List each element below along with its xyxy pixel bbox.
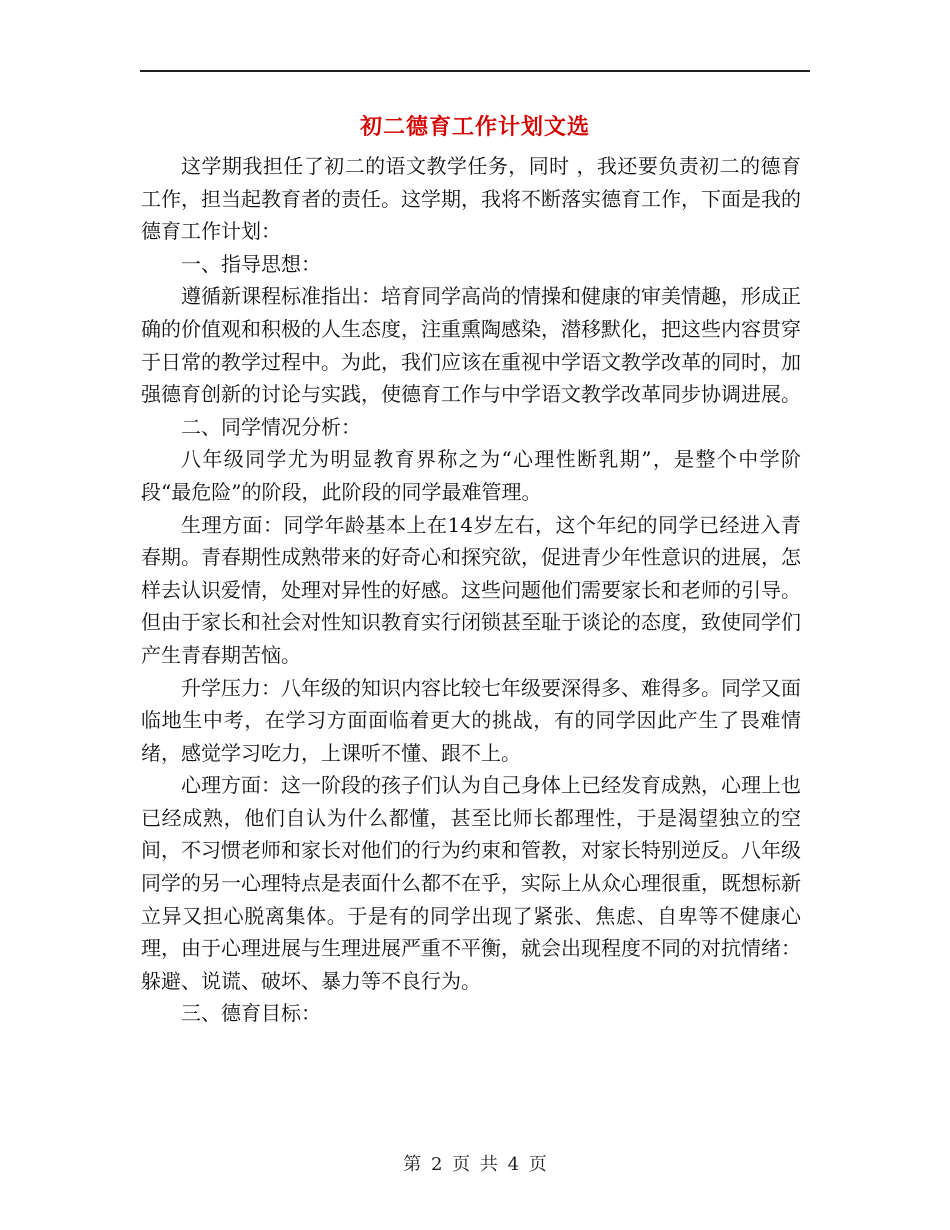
footer-prefix: 第 xyxy=(403,1154,422,1175)
psychology-paragraph: 心理方面：这一阶段的孩子们认为自己身体上已经发育成熟，心理上也已经成熟，他们自认为什么都懂，甚至比师长都理性，于是渴望独立的空间，不习惯老师和家长对他们的行为约束和管教，对家长特别逆反。八年级同学的另一心理特点是表面什么都不在乎，实际上从众心理很重，既想标新立异又担心脱离集体。于是有的同学出现了紧张、焦虑、自卑等不健康心理，由于心理进展与生理进展严重不平衡，就会出现程度不同的对抗情绪：躲避、说谎、破坏、暴力等不良行为。 xyxy=(141,773,801,993)
physiology-paragraph: 生理方面：同学年龄基本上在14岁左右，这个年纪的同学已经进入青春期。青春期性成熟带来的好奇心和探究欲，促进青少年性意识的进展，怎样去认识爱情，处理对异性的好感。这些问题他们需要家长和老师的引导。但由于家长和社会对性知识教育实行闭锁甚至耻于谈论的态度，致使同学们产生青春期苦恼。 xyxy=(141,512,801,667)
document-body xyxy=(141,150,801,1030)
academic-pressure-paragraph: 升学压力：八年级的知识内容比较七年级要深得多、难得多。同学又面临地生中考，在学习方面面临着更大的挑战，有的同学因此产生了畏难情绪，感觉学习吃力，上课听不懂、跟不上。 xyxy=(141,675,801,765)
guiding-thought-paragraph: 遵循新课程标准指出：培育同学高尚的情操和健康的审美情趣，形成正确的价值观和积极的人生态度，注重熏陶感染，潜移默化，把这些内容贯穿于日常的教学过程中。为此，我们应该在重视中学语文教学改革的同时，加强德育创新的讨论与实践，使德育工作与中学语文教学改革同步协调进展。 xyxy=(141,284,801,407)
page-footer xyxy=(0,1153,950,1177)
document-title: 初二德育工作计划文选 xyxy=(359,114,590,140)
footer-suffix: 页 xyxy=(528,1154,547,1175)
header-rule xyxy=(140,70,810,72)
section-heading-student-analysis: 二、同学情况分析： xyxy=(181,414,361,439)
section-heading-moral-goals: 三、德育目标： xyxy=(181,1001,321,1026)
footer-total-pages: 4 xyxy=(507,1154,520,1175)
footer-page-word: 页 xyxy=(452,1154,471,1175)
section-heading-guiding-thought: 一、指导思想： xyxy=(181,251,321,276)
footer-total-prefix: 共 xyxy=(479,1154,498,1175)
footer-page-number: 2 xyxy=(430,1154,443,1175)
student-analysis-paragraph: 八年级同学尤为明显教育界称之为“心理性断乳期”，是整个中学阶段“最危险”的阶段，此阶段的同学最难管理。 xyxy=(141,447,801,504)
intro-paragraph: 这学期我担任了初二的语文教学任务，同时 ，我还要负责初二的德育工作，担当起教育者的责任。这学期，我将不断落实德育工作，下面是我的德育工作计划： xyxy=(141,154,801,244)
